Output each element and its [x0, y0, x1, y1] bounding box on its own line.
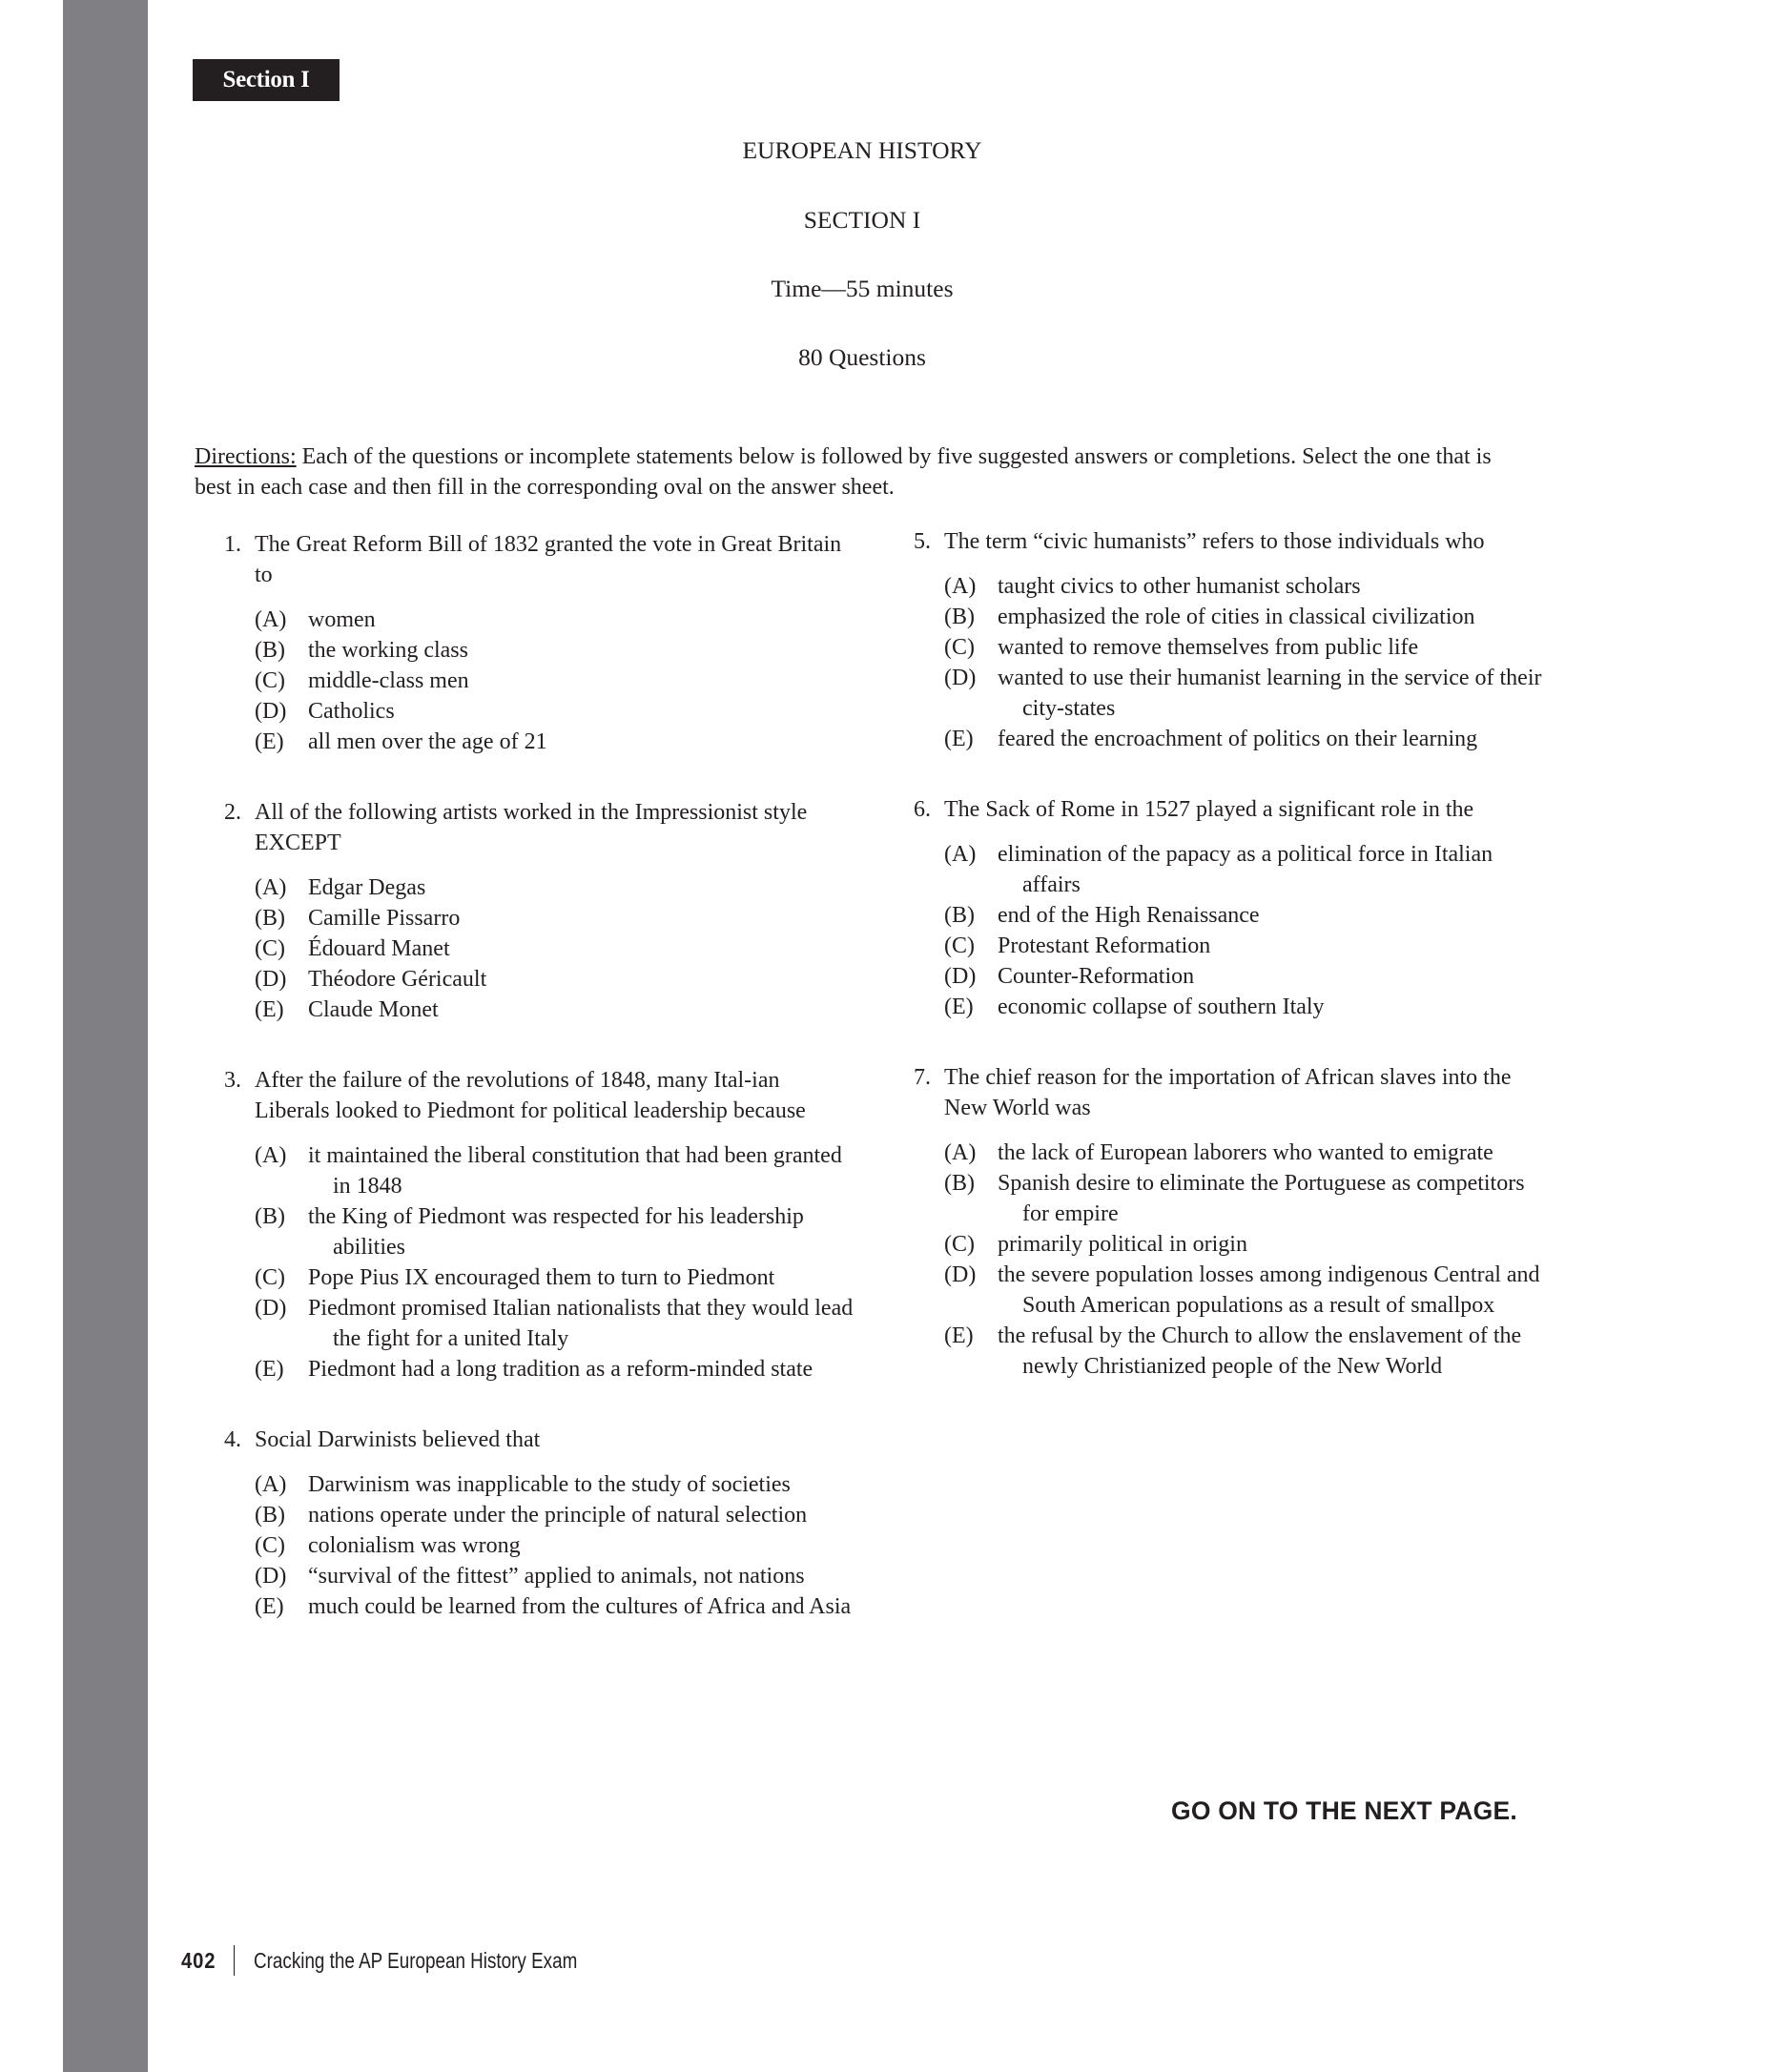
answer-text: Claude Monet — [308, 997, 439, 1022]
directions-label: Directions: — [195, 444, 297, 469]
answer-option — [255, 872, 854, 903]
question-5 — [914, 526, 1543, 754]
question-stem: All of the following artists worked in the Impressionist style EXCEPT — [255, 800, 808, 855]
answer-letter: (D) — [255, 699, 287, 724]
answer-letter: (A) — [944, 842, 977, 867]
answer-option — [944, 992, 1543, 1022]
answer-text: nations operate under the principle of natural selection — [308, 1503, 808, 1528]
question-count: 80 Questions — [798, 343, 926, 371]
answer-option — [255, 1469, 854, 1500]
answer-option — [255, 1530, 854, 1561]
answer-option — [255, 933, 854, 964]
answer-text: Darwinism was inapplicable to the study of societies — [308, 1472, 791, 1497]
question-number: 6. — [914, 797, 931, 822]
answer-text: Edgar Degas — [308, 875, 426, 900]
question-number: 3. — [224, 1068, 241, 1093]
answer-option — [944, 663, 1543, 724]
answer-text: Pope Pius IX encouraged them to turn to Piedmont — [308, 1265, 775, 1290]
answer-option — [255, 696, 854, 727]
answer-option — [255, 1354, 854, 1385]
question-1 — [224, 529, 854, 757]
answer-letter: (E) — [944, 1323, 974, 1348]
answer-option — [255, 666, 854, 696]
answer-letter: (D) — [255, 1564, 287, 1589]
question-stem: After the failure of the revolutions of 1848, many Ital-ian Liberals looked to Piedmont for political leadership because — [255, 1068, 806, 1123]
question-6 — [914, 794, 1543, 1022]
answer-text: all men over the age of 21 — [308, 729, 547, 754]
subject-title: EUROPEAN HISTORY — [742, 136, 982, 164]
answer-text: “survival of the fittest” applied to animals, not nations — [308, 1564, 805, 1589]
answer-option — [255, 605, 854, 635]
answer-text: middle-class men — [308, 668, 469, 693]
answer-text: feared the encroachment of politics on their learning — [998, 727, 1478, 751]
question-3 — [224, 1065, 854, 1385]
directions — [195, 441, 1520, 503]
answer-letter: (C) — [944, 1232, 975, 1257]
answer-text: emphasized the role of cities in classical civilization — [998, 605, 1475, 629]
question-number: 2. — [224, 800, 241, 825]
question-column-left — [224, 529, 854, 1662]
page-gutter-bar — [63, 0, 148, 2072]
book-title: Cracking the AP European History Exam — [254, 1947, 578, 1973]
answer-letter: (B) — [255, 906, 285, 931]
answer-letter: (A) — [255, 875, 287, 900]
answer-text: Protestant Reformation — [998, 933, 1211, 958]
answer-letter: (D) — [255, 967, 287, 992]
question-stem: The Sack of Rome in 1527 played a significant role in the — [944, 797, 1474, 822]
answer-letter: (A) — [255, 607, 287, 632]
answer-text: Piedmont promised Italian nationalists that they would lead the fight for a united Italy — [308, 1296, 854, 1351]
answer-option — [255, 635, 854, 666]
answer-letter: (A) — [944, 1140, 977, 1165]
time-limit: Time—55 minutes — [771, 275, 954, 302]
answer-letter: (D) — [944, 964, 977, 989]
answer-letter: (E) — [944, 995, 974, 1019]
answer-text: the working class — [308, 638, 468, 663]
answer-letter: (B) — [944, 605, 975, 629]
answer-text: much could be learned from the cultures of Africa and Asia — [308, 1594, 852, 1619]
answer-option — [944, 571, 1543, 602]
answer-option — [255, 903, 854, 933]
answer-text: wanted to remove themselves from public life — [998, 635, 1419, 660]
answer-text: Camille Pissarro — [308, 906, 461, 931]
answer-letter: (B) — [944, 1171, 975, 1196]
answer-letter: (A) — [944, 574, 977, 599]
answer-text: elimination of the papacy as a political force in Italian affairs — [998, 842, 1493, 897]
question-4 — [224, 1425, 854, 1622]
answer-letter: (D) — [255, 1296, 287, 1321]
answer-letter: (C) — [944, 635, 975, 660]
answer-text: colonialism was wrong — [308, 1533, 521, 1558]
question-number: 1. — [224, 532, 241, 557]
answer-option — [255, 727, 854, 757]
page-footer — [181, 1945, 649, 1976]
answer-text: it maintained the liberal constitution that had been granted in 1848 — [308, 1143, 842, 1199]
answer-text: Catholics — [308, 699, 395, 724]
answer-option — [944, 1138, 1543, 1168]
answer-option — [255, 1500, 854, 1530]
answer-option — [255, 1561, 854, 1591]
answer-option — [944, 1168, 1543, 1229]
answer-text: the severe population losses among indigenous Central and South American populations as a result of smallpox — [998, 1262, 1540, 1318]
answer-letter: (E) — [255, 1594, 284, 1619]
answer-text: Counter-Reformation — [998, 964, 1195, 989]
answer-letter: (E) — [255, 997, 284, 1022]
answer-letter: (B) — [255, 638, 285, 663]
answer-letter: (C) — [255, 936, 285, 961]
answer-letter: (C) — [255, 668, 285, 693]
answer-letter: (E) — [944, 727, 974, 751]
answer-option — [944, 1260, 1543, 1321]
answer-letter: (B) — [255, 1204, 285, 1229]
question-stem: The chief reason for the importation of African slaves into the New World was — [944, 1065, 1512, 1120]
answer-text: primarily political in origin — [998, 1232, 1247, 1257]
question-number: 5. — [914, 529, 931, 554]
answer-text: Piedmont had a long tradition as a reform-minded state — [308, 1357, 813, 1382]
answer-option — [944, 931, 1543, 961]
answer-text: taught civics to other humanist scholars — [998, 574, 1361, 599]
answer-text: the lack of European laborers who wanted to emigrate — [998, 1140, 1493, 1165]
answer-text: women — [308, 607, 376, 632]
question-stem: The Great Reform Bill of 1832 granted the vote in Great Britain to — [255, 532, 842, 587]
answer-letter: (B) — [255, 1503, 285, 1528]
answer-option — [944, 900, 1543, 931]
answer-option — [255, 964, 854, 995]
answer-text: the refusal by the Church to allow the enslavement of the newly Christianized people of the New World — [998, 1323, 1522, 1379]
section-tab: Section I — [193, 59, 340, 101]
answer-option — [944, 1321, 1543, 1382]
question-number: 4. — [224, 1427, 241, 1452]
answer-option — [255, 995, 854, 1025]
footer-divider — [234, 1945, 235, 1976]
answer-letter: (B) — [944, 903, 975, 928]
answer-option — [255, 1293, 854, 1354]
answer-letter: (A) — [255, 1143, 287, 1168]
answer-text: Spanish desire to eliminate the Portuguese as competitors for empire — [998, 1171, 1525, 1226]
question-stem: Social Darwinists believed that — [255, 1427, 541, 1452]
page-number: 402 — [181, 1947, 216, 1973]
answer-letter: (D) — [944, 1262, 977, 1287]
answer-text: Édouard Manet — [308, 936, 450, 961]
section-title: SECTION I — [803, 206, 921, 234]
question-column-right — [914, 526, 1543, 1422]
answer-text: economic collapse of southern Italy — [998, 995, 1325, 1019]
answer-text: end of the High Renaissance — [998, 903, 1260, 928]
question-number: 7. — [914, 1065, 931, 1090]
answer-option — [255, 1140, 854, 1201]
answer-option — [944, 961, 1543, 992]
answer-option — [944, 1229, 1543, 1260]
answer-letter: (E) — [255, 1357, 284, 1382]
answer-letter: (E) — [255, 729, 284, 754]
question-7 — [914, 1062, 1543, 1382]
answer-letter: (C) — [255, 1265, 285, 1290]
question-2 — [224, 797, 854, 1025]
go-on-next-page: GO ON TO THE NEXT PAGE. — [1171, 1796, 1517, 1825]
answer-option — [944, 632, 1543, 663]
answer-option — [944, 602, 1543, 632]
answer-text: the King of Piedmont was respected for his leadership abilities — [308, 1204, 804, 1260]
answer-option — [944, 724, 1543, 754]
answer-letter: (C) — [944, 933, 975, 958]
question-stem: The term “civic humanists” refers to those individuals who — [944, 529, 1485, 554]
answer-option — [944, 839, 1543, 900]
directions-text: Each of the questions or incomplete statements below is followed by five suggested answers or completions. Select the one that is best in each case and then fill in the corresponding oval on the answer sheet. — [195, 444, 1492, 500]
answer-option — [255, 1591, 854, 1622]
answer-letter: (A) — [255, 1472, 287, 1497]
answer-text: wanted to use their humanist learning in the service of their city-states — [998, 666, 1542, 721]
answer-option — [255, 1201, 854, 1262]
answer-option — [255, 1262, 854, 1293]
answer-letter: (C) — [255, 1533, 285, 1558]
answer-text: Théodore Géricault — [308, 967, 487, 992]
answer-letter: (D) — [944, 666, 977, 690]
